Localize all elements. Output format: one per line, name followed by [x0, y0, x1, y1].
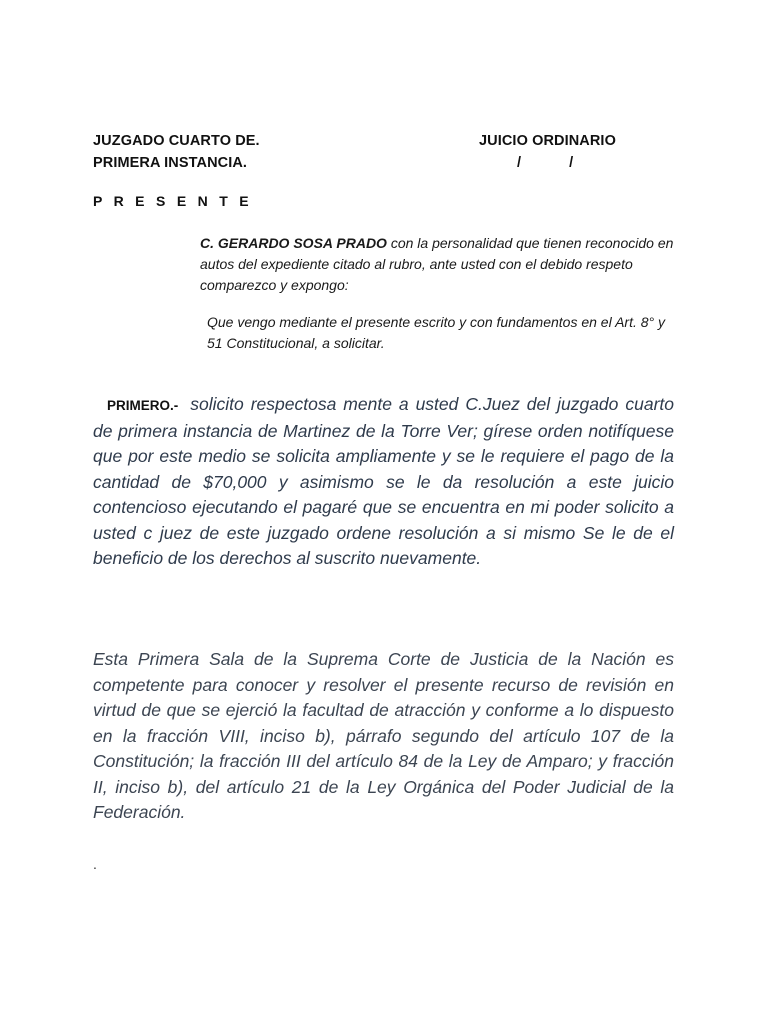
case-number-slash-1: /: [517, 155, 522, 171]
case-number-placeholder: [517, 155, 573, 171]
purpose-text: Que vengo mediante el presente escrito y con fundamentos en el Art. 8° y 51 Constitucional, a solicitar.: [207, 314, 666, 351]
petitioner-name: C. GERARDO SOSA PRADO: [200, 235, 387, 251]
case-type: JUICIO ORDINARIO: [479, 133, 616, 149]
court-name-line2: PRIMERA INSTANCIA.: [93, 155, 248, 171]
court-name-line1: JUZGADO CUARTO DE.: [93, 133, 260, 149]
intro-text: con la personalidad que tienen reconocido en autos del expediente citado al rubro, ante usted con el debido respeto comparezco y expongo:: [200, 235, 674, 293]
petition-paragraph: [93, 392, 674, 572]
purpose-paragraph: [139, 312, 679, 354]
petition-text: solicito respectosa mente a usted C.Juez del juzgado cuarto de primera instancia de Martinez de la Torre Ver; gírese orden notifíquese que por este medio se solicita ampliamente y se le requiere el pago de la cantidad de $70,000 y asimismo se le da resolución a este juicio contencioso ejecutando el pagaré que se encuentra en mi poder solicito a usted c juez de este juzgado ordene resolución a si mismo Se le de el beneficio de los derechos al suscrito nuevamente.: [93, 394, 674, 568]
jurisdiction-paragraph: Esta Primera Sala de la Suprema Corte de Justicia de la Nación es competente para conocer y resolver el presente recurso de revisión en virtud de que se ejerció la facultad de atracción y conforme a lo dispuesto en la fracción VIII, inciso b), párrafo segundo del artículo 107 de la Constitución; la fracción III del artículo 84 de la Ley de Amparo; y fracción II, inciso b), del artículo 21 de la Ley Orgánica del Poder Judicial de la Federación.: [93, 649, 674, 822]
trailing-mark: .: [93, 856, 97, 872]
petition-label: PRIMERO.-: [107, 398, 179, 413]
intro-paragraph: [139, 233, 679, 296]
case-number-slash-2: /: [569, 155, 574, 171]
salutation: P R E S E N T E: [93, 193, 253, 209]
